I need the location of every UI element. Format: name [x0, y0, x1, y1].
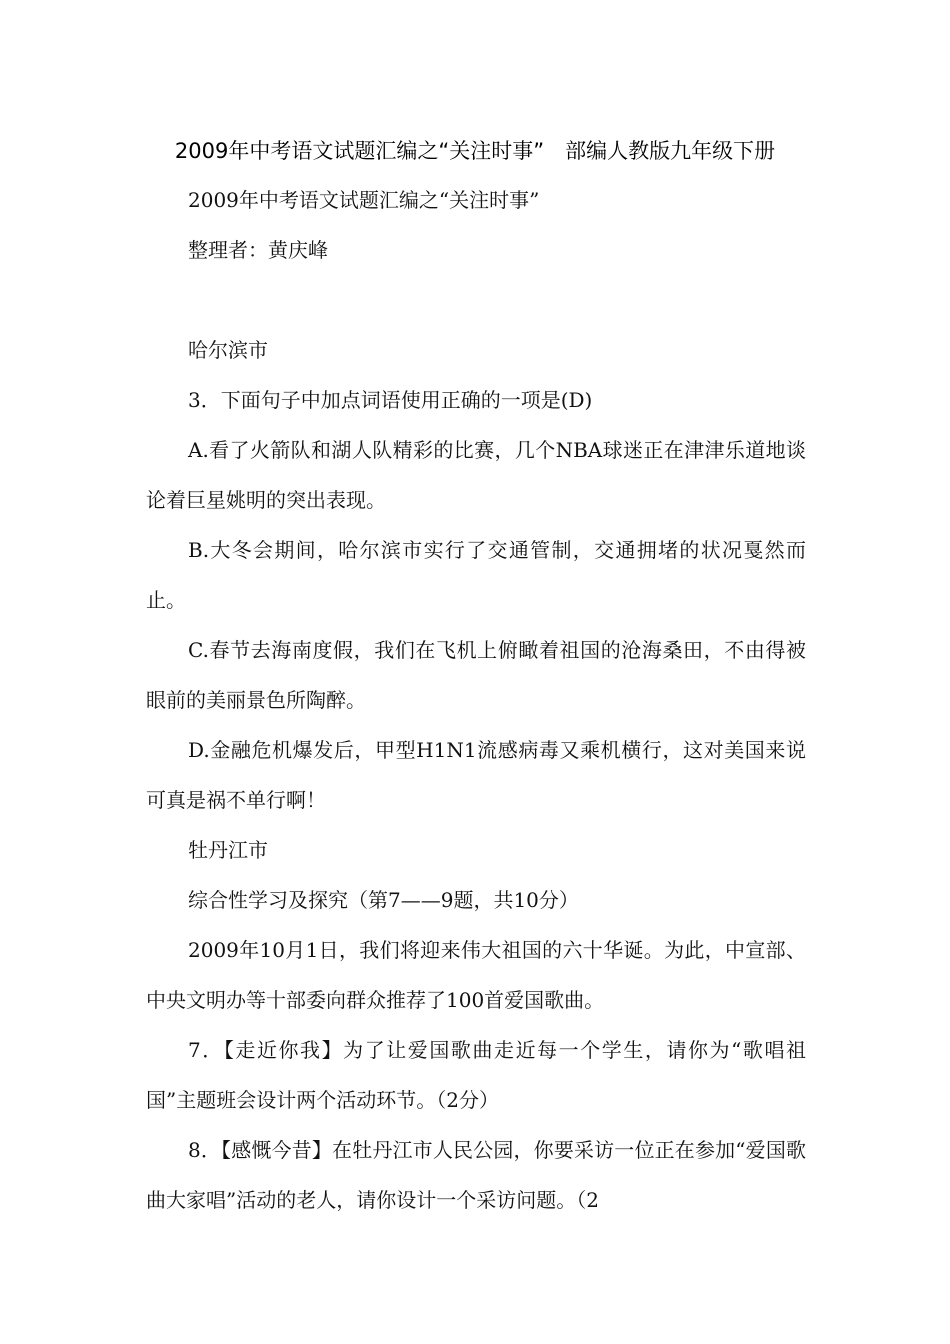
question-8: 8．【感慨今昔】在牡丹江市人民公园，你要采访一位正在参加“爱国歌曲大家唱”活动的老人，请你设计一个采访问题。（2: [146, 1138, 806, 1212]
section-heading: 综合性学习及探究（第7——9题，共10分）: [188, 888, 579, 912]
option-b: B.大冬会期间，哈尔滨市实行了交通管制，交通拥堵的状况戛然而止。: [146, 538, 806, 612]
subtitle-paragraph: 2009年中考语文试题汇编之“关注时事”: [188, 188, 540, 212]
intro-paragraph: 2009年10月1日，我们将迎来伟大祖国的六十华诞。为此，中宣部、中央文明办等十部委向群众推荐了100首爱国歌曲。: [146, 938, 806, 1012]
option-d: D.金融危机爆发后，甲型H1N1流感病毒又乘机横行，这对美国来说可真是祸不单行啊！: [146, 738, 806, 812]
document-title: 2009年中考语文试题汇编之“关注时事” 部编人教版九年级下册: [174, 139, 776, 163]
option-a: A.看了火箭队和湖人队精彩的比赛，几个NBA球迷正在津津乐道地谈论着巨星姚明的突出表现。: [146, 438, 806, 512]
question-7: 7．【走近你我】为了让爱国歌曲走近每一个学生，请你为“歌唱祖国”主题班会设计两个活动环节。（2分）: [146, 1038, 806, 1112]
city-heading-mudanjiang: 牡丹江市: [188, 838, 268, 862]
city-heading-harbin: 哈尔滨市: [188, 338, 268, 362]
author-line: 整理者：黄庆峰: [188, 238, 328, 262]
question-3: 3．下面句子中加点词语使用正确的一项是(D): [188, 388, 593, 412]
option-c: C.春节去海南度假，我们在飞机上俯瞰着祖国的沧海桑田，不由得被眼前的美丽景色所陶醉。: [146, 638, 806, 712]
